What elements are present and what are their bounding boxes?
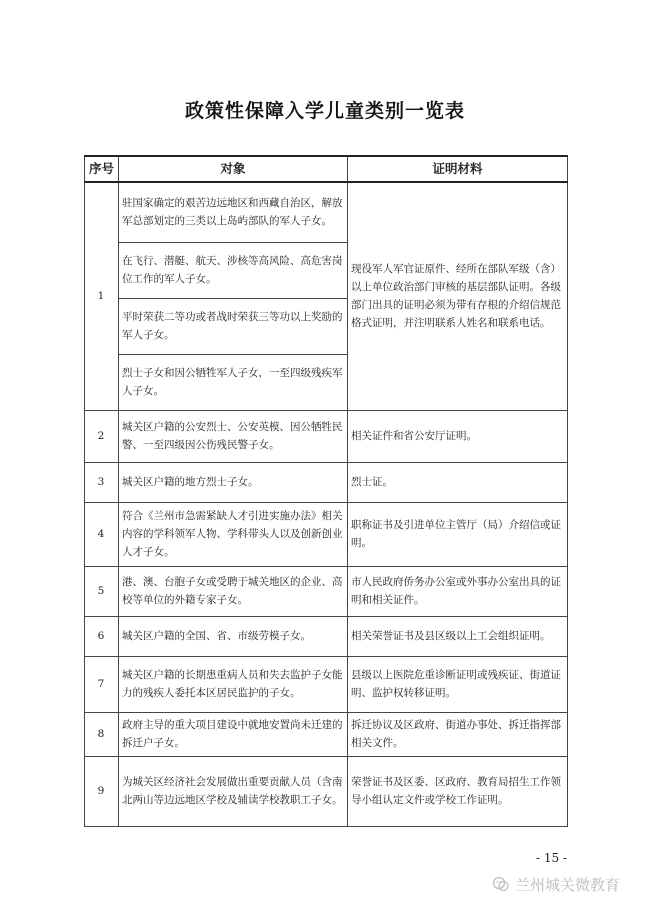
row-proof: 相关证件和省公安厅证明。	[348, 410, 568, 462]
row-proof: 拆迁协议及区政府、街道办事处、拆迁指挥部相关文件。	[348, 712, 568, 756]
row-object: 城关区户籍的全国、省、市级劳模子女。	[119, 616, 348, 656]
row-object: 为城关区经济社会发展做出重要贡献人员（含南北两山等边远地区学校及辅读学校教职工子女。	[119, 756, 348, 826]
row-proof: 相关荣誉证书及县区级以上工会组织证明。	[348, 616, 568, 656]
row-num: 3	[85, 462, 119, 502]
row-object: 政府主导的重大项目建设中就地安置尚未迁建的拆迁户子女。	[119, 712, 348, 756]
page-title: 政策性保障入学儿童类别一览表	[184, 100, 465, 122]
header-proof: 证明材料	[348, 156, 568, 182]
row-proof: 现役军人军官证原件、经所在部队军级（含）以上单位政治部门审核的基层部队证明。各级部门出具的证明必须为带有存根的介绍信规范格式证明，并注明联系人姓名和联系电话。	[348, 182, 568, 410]
row-proof: 荣誉证书及区委、区政府、教育局招生工作领导小组认定文件或学校工作证明。	[348, 756, 568, 826]
category-table	[84, 155, 568, 827]
row-num: 7	[85, 656, 119, 712]
wechat-logo-icon	[492, 875, 510, 893]
header-object: 对象	[119, 156, 348, 182]
row-proof: 烈士证。	[348, 462, 568, 502]
row-object: 城关区户籍的地方烈士子女。	[119, 462, 348, 502]
table-row	[85, 616, 568, 656]
row-num: 5	[85, 566, 119, 616]
row-proof: 职称证书及引进单位主管厅（局）介绍信或证明。	[348, 502, 568, 566]
table-row	[85, 502, 568, 566]
table-row	[85, 712, 568, 756]
table-header-row	[85, 156, 568, 182]
row-proof: 县级以上医院危重诊断证明或残疾证、街道证明、监护权转移证明。	[348, 656, 568, 712]
table-row	[85, 462, 568, 502]
table-row	[85, 566, 568, 616]
table-row	[85, 410, 568, 462]
row-num: 9	[85, 756, 119, 826]
table-row	[85, 656, 568, 712]
row-num: 1	[85, 182, 119, 410]
row-object: 平时荣获二等功或者战时荣获三等功以上奖励的军人子女。	[119, 298, 348, 354]
row-object: 城关区户籍的公安烈士、公安英模、因公牺牲民警、一至四级因公伤残民警子女。	[119, 410, 348, 462]
header-num: 序号	[85, 156, 119, 182]
page-number: - 15 -	[536, 851, 568, 865]
watermark-text: 兰州城关微教育	[515, 875, 621, 894]
row-num: 8	[85, 712, 119, 756]
row-num: 2	[85, 410, 119, 462]
row-num: 4	[85, 502, 119, 566]
row-object: 符合《兰州市急需紧缺人才引进实施办法》相关内容的学科领军人物、学科带头人以及创新创业人才子女。	[119, 502, 348, 566]
row-object: 城关区户籍的长期患重病人员和失去监护子女能力的残疾人委托本区居民监护的子女。	[119, 656, 348, 712]
row-proof: 市人民政府侨务办公室或外事办公室出具的证明和相关证件。	[348, 566, 568, 616]
watermark	[492, 873, 620, 895]
table-row	[85, 756, 568, 826]
table-row	[85, 182, 568, 242]
row-object: 烈士子女和因公牺牲军人子女，一至四级残疾军人子女。	[119, 354, 348, 410]
row-object: 驻国家确定的艰苦边远地区和西藏自治区，解放军总部划定的三类以上岛屿部队的军人子女。	[119, 182, 348, 242]
row-num: 6	[85, 616, 119, 656]
row-object: 港、澳、台胞子女或受聘于城关地区的企业、高校等单位的外籍专家子女。	[119, 566, 348, 616]
row-object: 在飞行、潜艇、航天、涉核等高风险、高危害岗位工作的军人子女。	[119, 242, 348, 298]
